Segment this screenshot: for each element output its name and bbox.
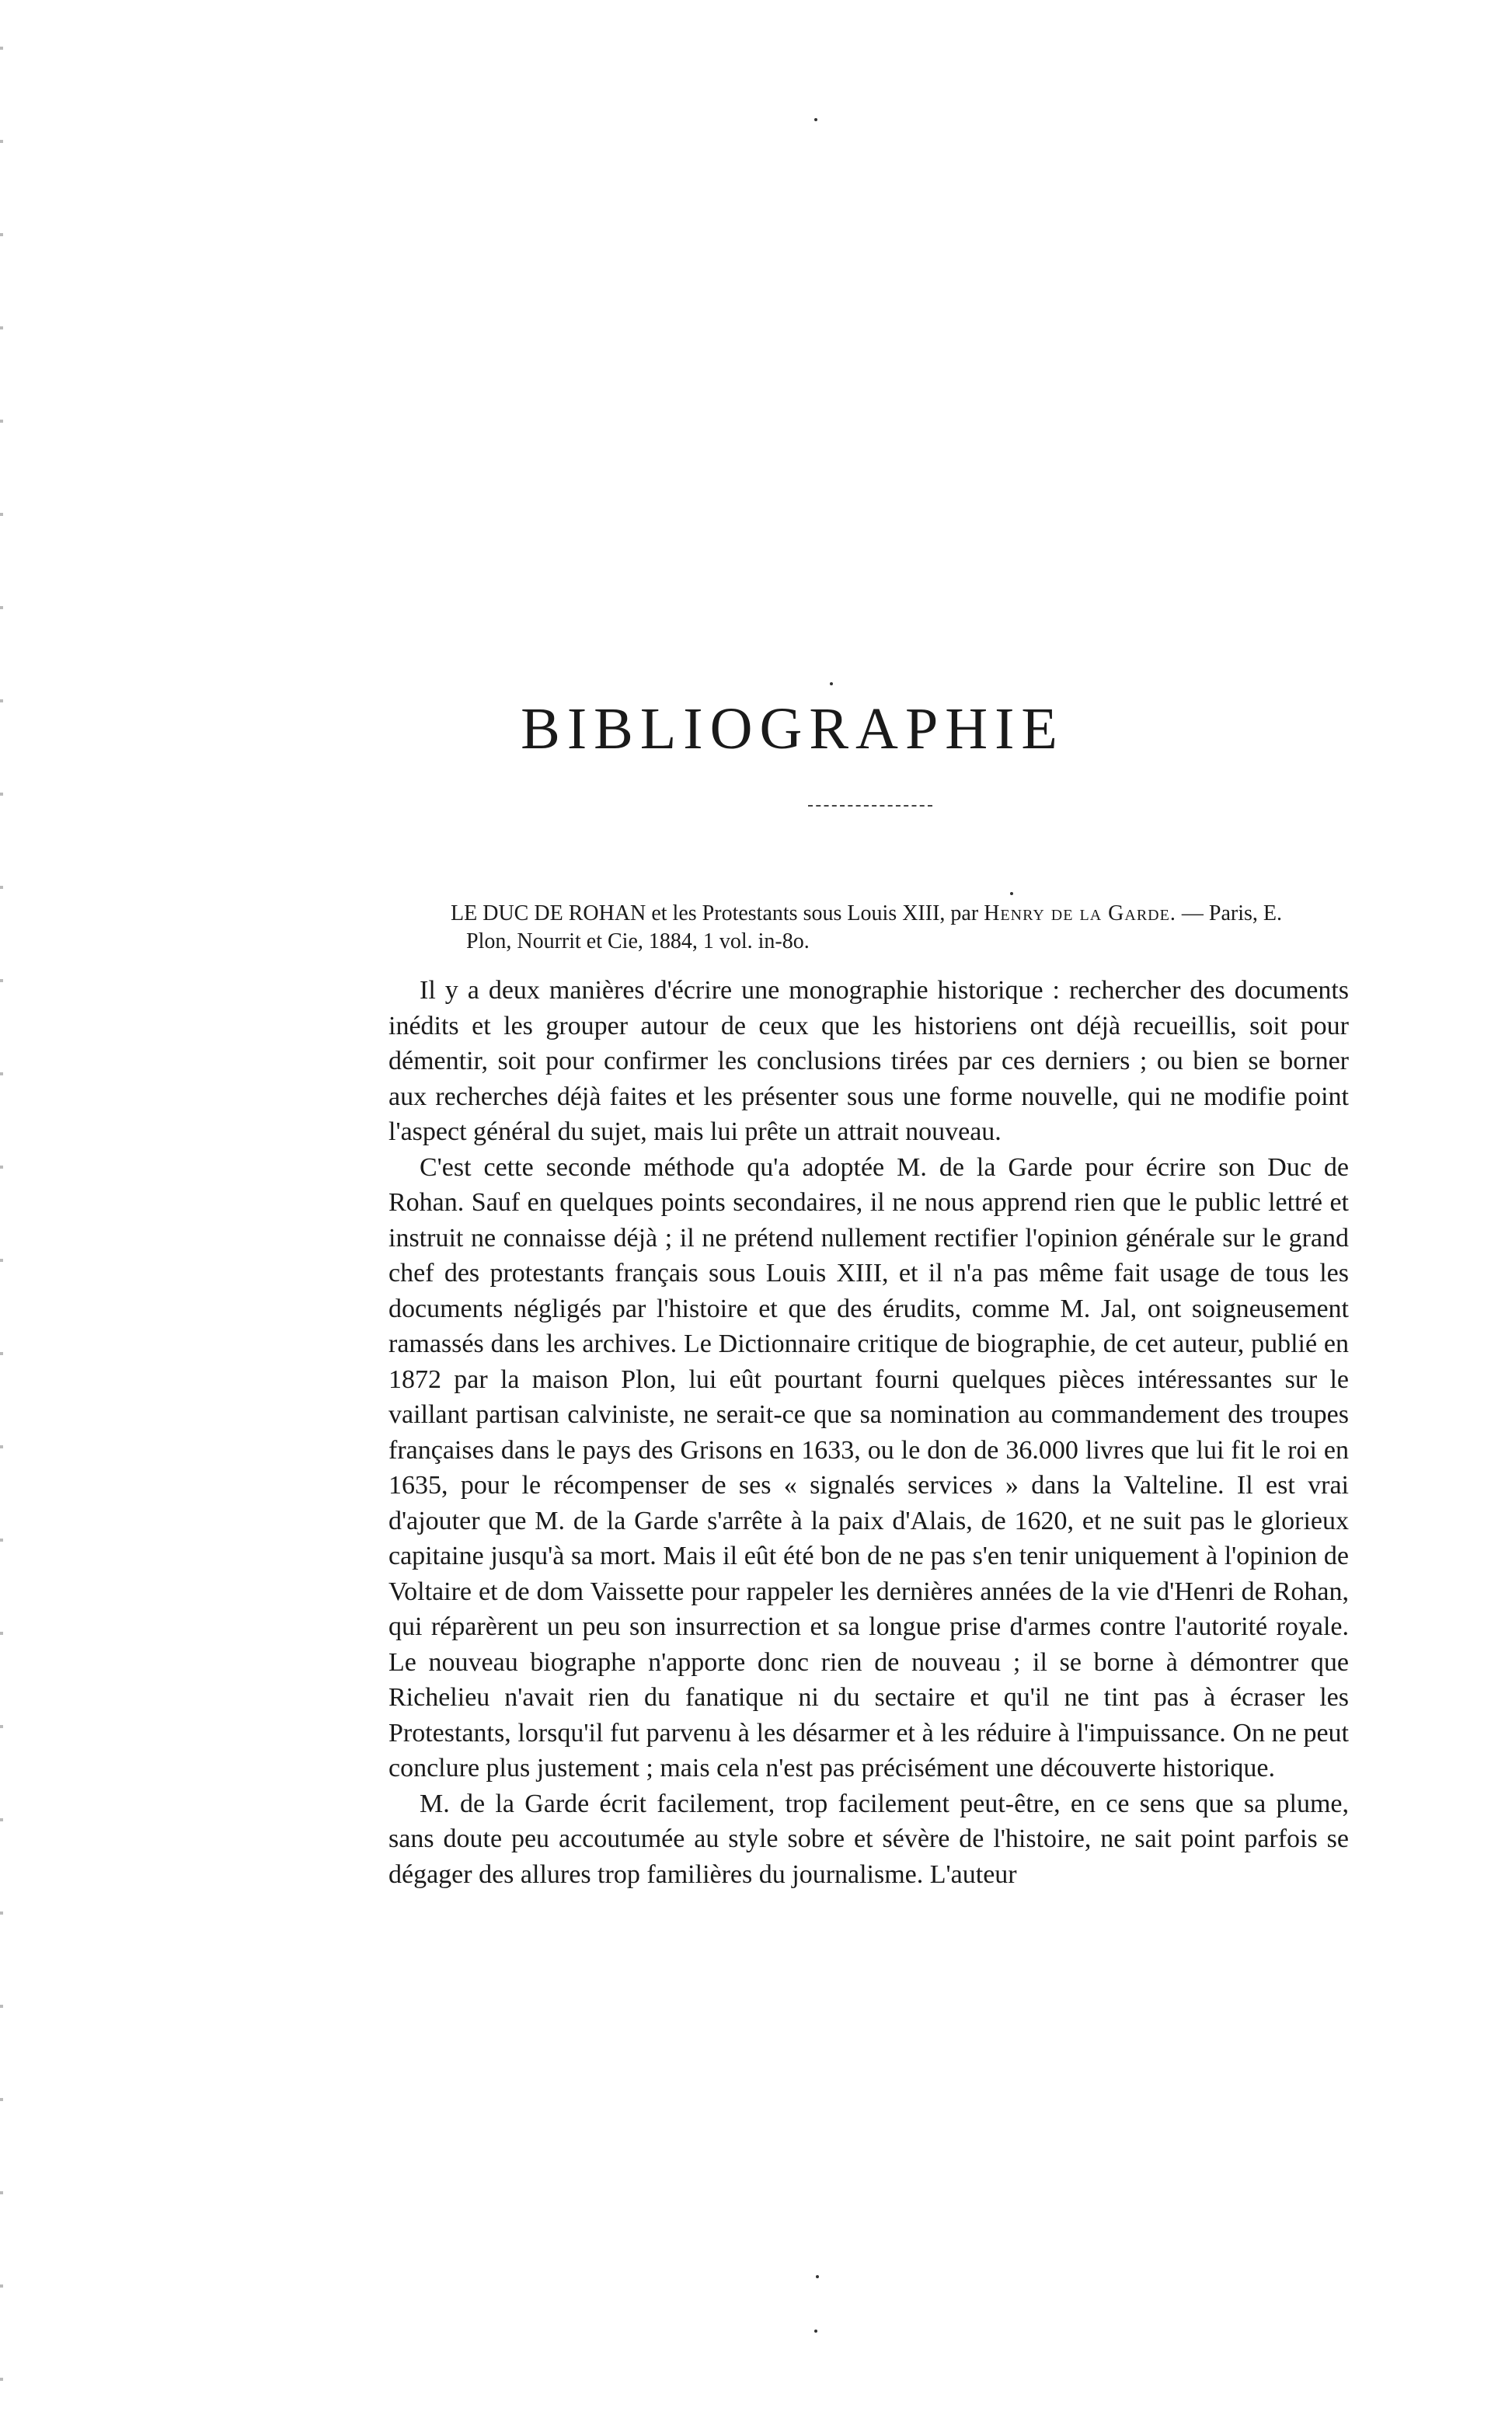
bibliographic-citation — [451, 900, 1282, 956]
scan-speck — [830, 682, 833, 685]
paragraph: M. de la Garde écrit facilement, trop facilement peut-être, en ce sens que sa plume, sans doute peu accoutumée au style sobre et sévère de l'histoire, ne sait point parfois se dégager des allures trop familières du journalisme. L'auteur — [388, 1789, 1349, 1889]
citation-publisher: — Paris, E. Plon, Nourrit et Cie, 1884, 1 vol. in-8o. — [466, 901, 1283, 953]
citation-author: Henry de la Garde. — [984, 901, 1176, 925]
scan-speck — [814, 118, 817, 121]
page-title: BIBLIOGRAPHIE — [521, 696, 1064, 761]
scan-speck — [816, 2275, 819, 2278]
title-divider — [808, 805, 932, 807]
review-body — [388, 973, 1349, 1892]
paragraph: C'est cette seconde méthode qu'a adoptée M. de la Garde pour écrire son Duc de Rohan. Sauf en quelques points secondaires, il ne nous apprend rien que le public lettré et instruit ne connaisse déjà ; il ne prétend nullement rectifier l'opinion générale sur le grand chef des protestants français sous Louis XIII, et il n'a pas même fait usage de tous les documents négligés par l'histoire et que des érudits, comme M. Jal, ont soigneusement ramassés dans les archives. Le Dictionnaire critique de biographie, de cet auteur, publié en 1872 par la maison Plon, lui eût pourtant fourni quelques pièces intéressantes sur le vaillant partisan calviniste, ne serait-ce que sa nomination au commandement des troupes françaises dans le pays des Grisons en 1633, ou le don de 36.000 livres que lui fit le roi en 1635, pour le récompenser de ses « signalés services » dans la Valteline. Il est vrai d'ajouter que M. de la Garde s'arrête à la paix d'Alais, de 1620, et ne suit pas le glorieux capitaine jusqu'à sa mort. Mais il eût été bon de ne pas s'en tenir uniquement à l'opinion de Voltaire et de dom Vaissette pour rappeler les dernières années de la vie d'Henri de Rohan, qui réparèrent un peu son insurrection et sa longue prise d'armes contre l'autorité royale. Le nouveau biographe n'apporte donc rien de nouveau ; il se borne à démontrer que Richelieu n'avait rien du fanatique ni du sectaire et qu'il ne tint pas à écraser les Protestants, lorsqu'il fut parvenu à les désarmer et à les réduire à l'impuissance. On ne peut conclure plus justement ; mais cela n'est pas précisément une découverte historique. — [388, 1152, 1349, 1783]
citation-subtitle: et les Protestants sous Louis XIII, par — [651, 901, 979, 925]
scan-edge — [0, 0, 3, 2429]
scan-speck — [1010, 892, 1013, 895]
citation-work-title: LE DUC DE ROHAN — [451, 901, 646, 925]
paragraph: Il y a deux manières d'écrire une monographie historique : rechercher des documents inédits et les grouper autour de ceux que les historiens ont déjà recueillis, soit pour démentir, soit pour confirmer les conclusions tirées par ces derniers ; ou bien se borner aux recherches déjà faites et les présenter sous une forme nouvelle, qui ne modifie point l'aspect général du sujet, mais lui prête un attrait nouveau. — [388, 976, 1349, 1146]
scan-speck — [814, 2330, 817, 2333]
